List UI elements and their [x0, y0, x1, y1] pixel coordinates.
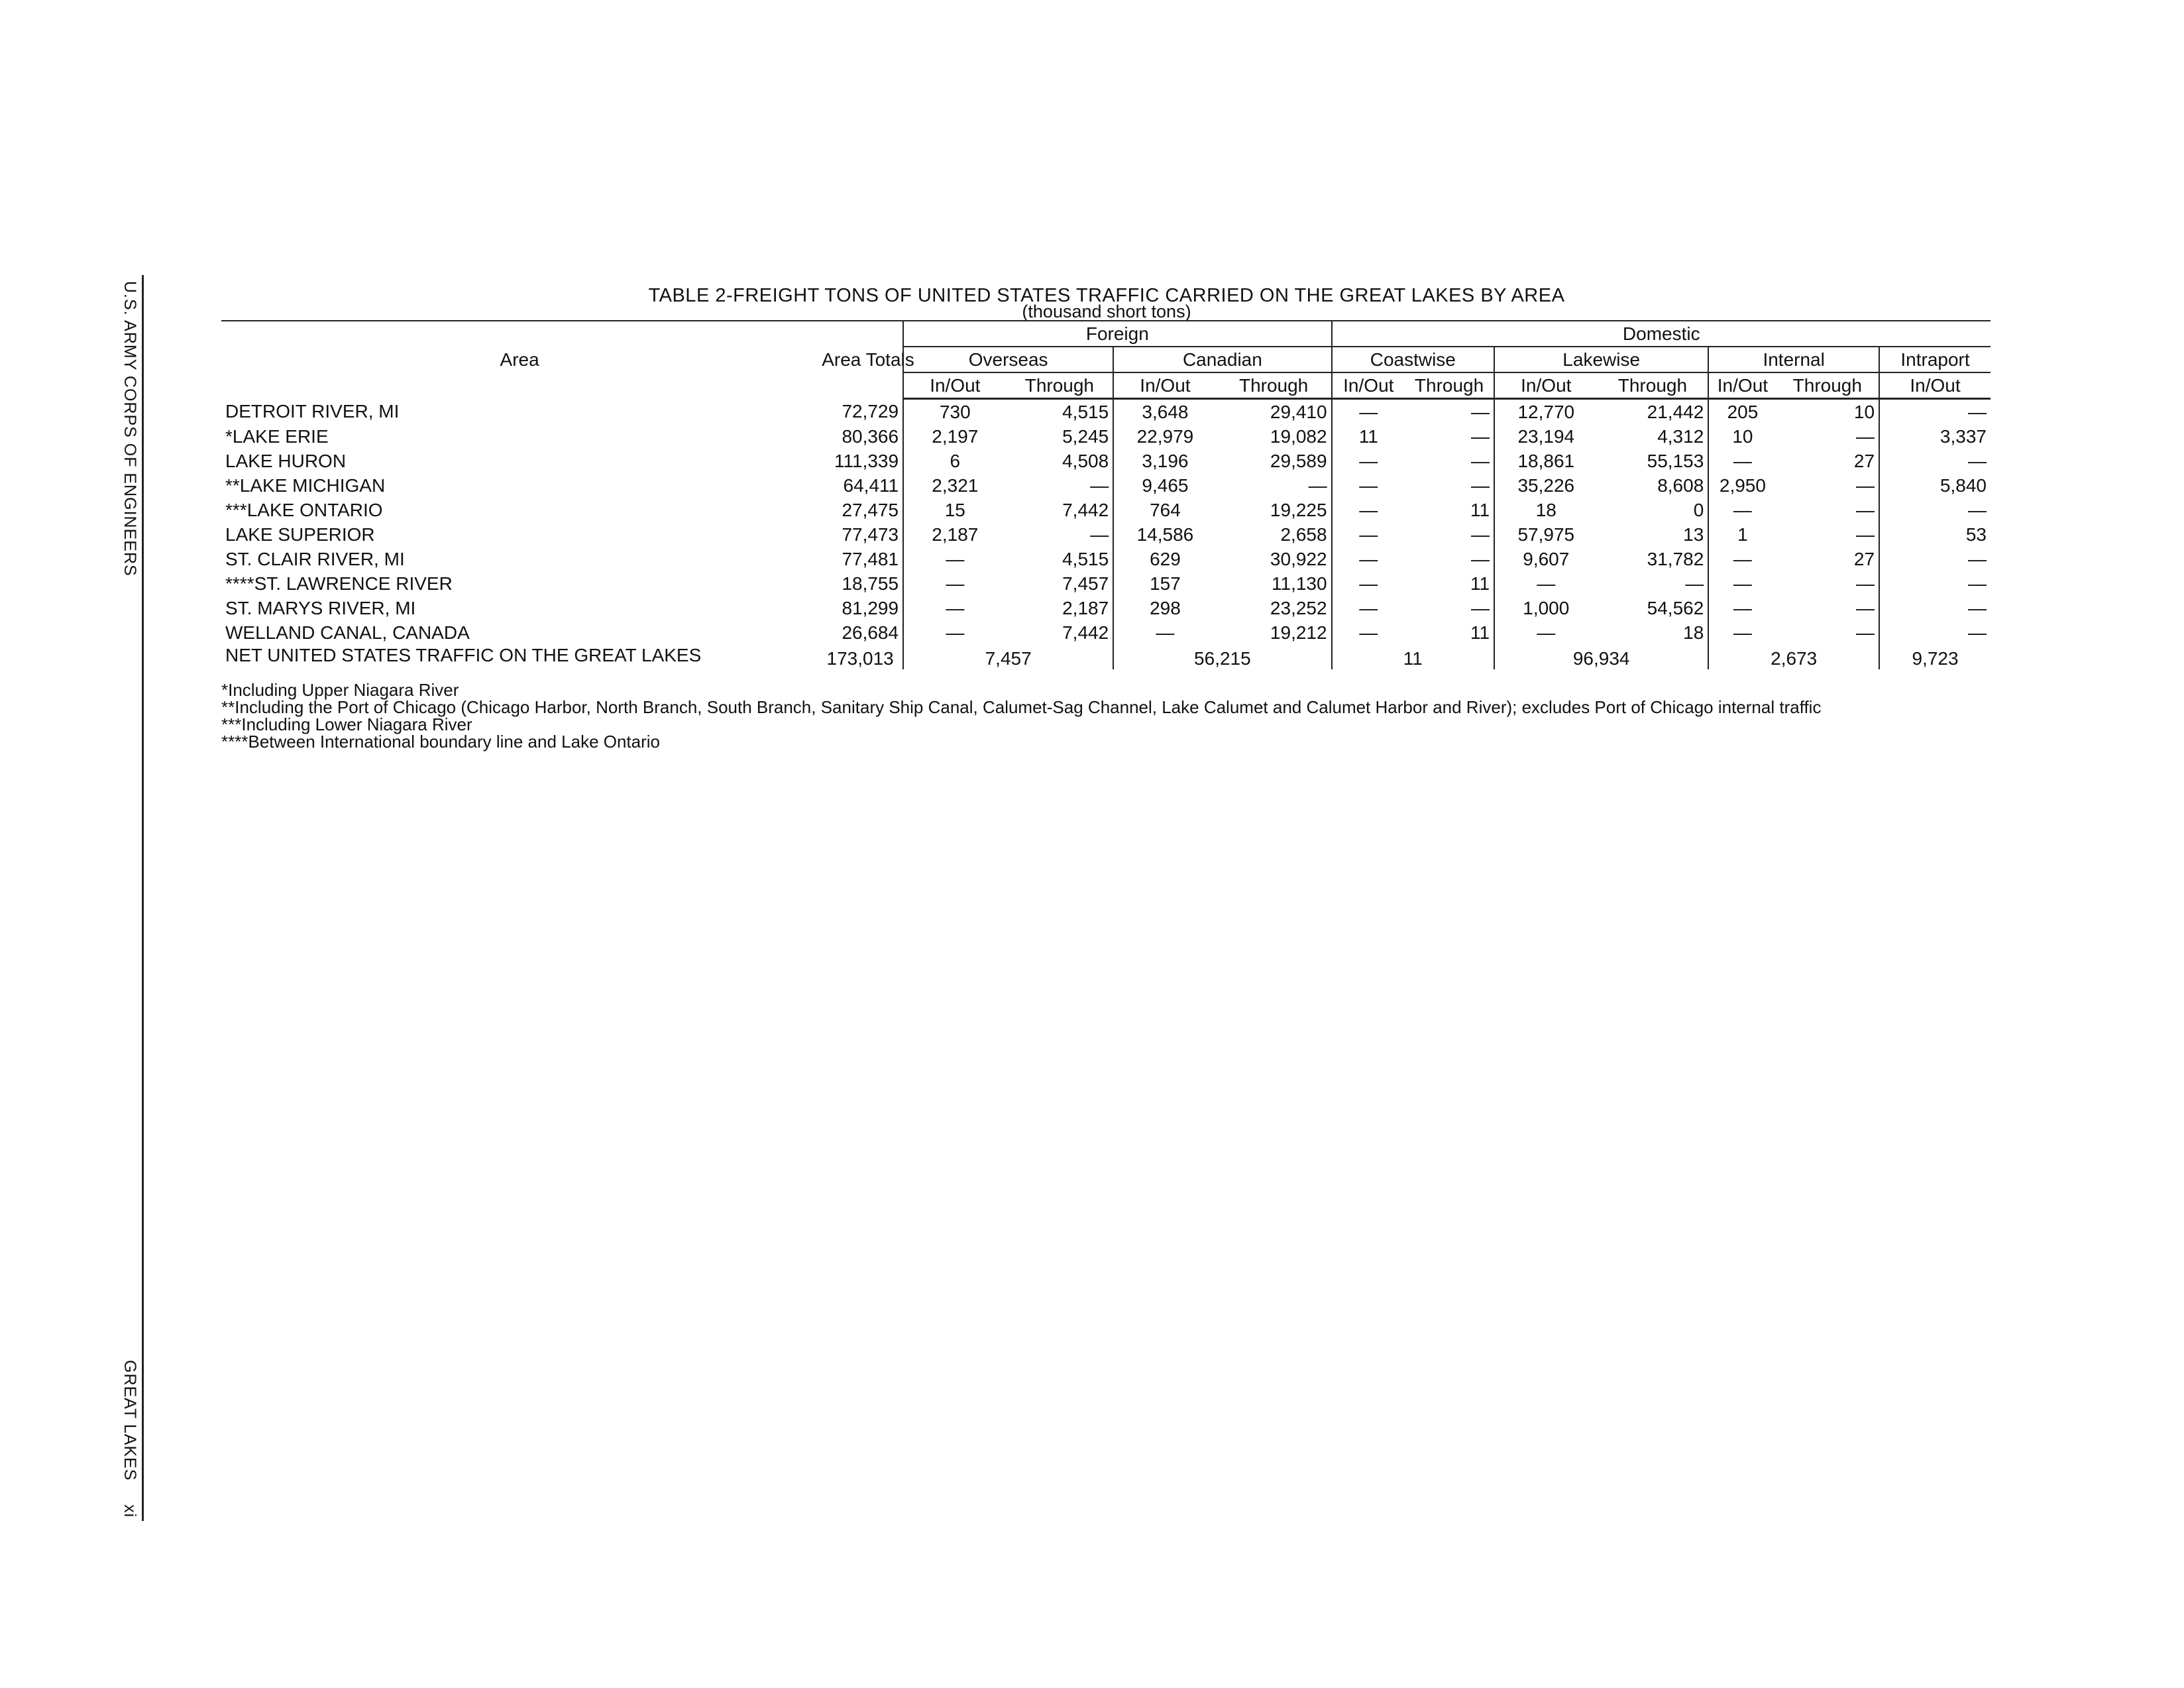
- lakewise-inout-header: In/Out: [1494, 372, 1597, 399]
- net-total-label: NET UNITED STATES TRAFFIC ON THE GREAT LAKES: [225, 645, 702, 665]
- os-th-cell: 4,515: [1062, 548, 1109, 569]
- lw-th-cell: 13: [1683, 524, 1704, 545]
- cw-th-cell: —: [1471, 475, 1490, 496]
- ca-io-cell: 764: [1113, 498, 1216, 522]
- lw-io-cell: —: [1494, 620, 1597, 645]
- in-th-cell: 10: [1853, 401, 1875, 422]
- ca-io-cell: 14,586: [1113, 522, 1216, 547]
- in-io-cell: 2,950: [1708, 473, 1776, 498]
- sidebar-publisher: U.S. ARMY CORPS OF ENGINEERS: [121, 281, 139, 577]
- in-io-cell: —: [1708, 571, 1776, 596]
- table-row: [221, 498, 1991, 522]
- lw-th-cell: 0: [1693, 499, 1704, 520]
- cw-io-cell: —: [1332, 449, 1405, 473]
- lw-th-cell: —: [1685, 573, 1704, 594]
- area-header: Area: [221, 321, 818, 399]
- in-th-cell: —: [1856, 499, 1875, 520]
- total-cell: 18,755: [842, 573, 899, 594]
- net-canadian: 56,215: [1113, 645, 1331, 669]
- ip-io-cell: —: [1879, 571, 1991, 596]
- area-name-cell: ***LAKE ONTARIO: [225, 499, 383, 520]
- coastwise-header: Coastwise: [1332, 347, 1494, 372]
- overseas-through-header: Through: [1007, 372, 1114, 399]
- ip-io-cell: —: [1879, 399, 1991, 425]
- ca-th-cell: 11,130: [1272, 573, 1327, 594]
- in-th-cell: —: [1856, 425, 1875, 447]
- ca-io-cell: —: [1113, 620, 1216, 645]
- lw-io-cell: 18: [1494, 498, 1597, 522]
- in-th-cell: —: [1856, 475, 1875, 496]
- coastwise-through-header: Through: [1405, 372, 1494, 399]
- lw-th-cell: 4,312: [1657, 425, 1704, 447]
- foreign-header: Foreign: [903, 321, 1331, 347]
- area-name-cell: LAKE SUPERIOR: [225, 524, 375, 545]
- lw-io-cell: 57,975: [1494, 522, 1597, 547]
- total-cell: 64,411: [843, 475, 899, 496]
- ca-io-cell: 3,648: [1113, 399, 1216, 425]
- cw-th-cell: —: [1471, 524, 1490, 545]
- os-th-cell: 5,245: [1062, 425, 1109, 447]
- area-name-cell: *LAKE ERIE: [225, 425, 329, 447]
- net-overseas: 7,457: [903, 645, 1113, 669]
- cw-io-cell: —: [1332, 399, 1405, 425]
- cw-io-cell: —: [1332, 596, 1405, 620]
- freight-table: [221, 320, 1991, 669]
- cw-io-cell: —: [1332, 571, 1405, 596]
- cw-io-cell: 11: [1332, 424, 1405, 449]
- table-title: TABLE 2-FREIGHT TONS OF UNITED STATES TRAFFIC CARRIED ON THE GREAT LAKES BY AREA: [648, 285, 1565, 306]
- lw-io-cell: 9,607: [1494, 547, 1597, 571]
- total-cell: 72,729: [842, 400, 899, 422]
- ca-io-cell: 629: [1113, 547, 1216, 571]
- lakewise-header: Lakewise: [1494, 347, 1708, 372]
- ca-io-cell: 22,979: [1113, 424, 1216, 449]
- os-io-cell: —: [903, 596, 1006, 620]
- net-intraport: 9,723: [1879, 645, 1991, 669]
- net-total-row: [221, 645, 1991, 669]
- lakewise-through-header: Through: [1598, 372, 1709, 399]
- ip-io-cell: —: [1879, 620, 1991, 645]
- intraport-header: Intraport: [1879, 347, 1991, 372]
- ca-th-cell: 19,212: [1270, 622, 1327, 643]
- overseas-inout-header: In/Out: [903, 372, 1006, 399]
- os-th-cell: 7,442: [1062, 622, 1109, 643]
- lw-io-cell: 1,000: [1494, 596, 1597, 620]
- ca-io-cell: 157: [1113, 571, 1216, 596]
- total-cell: 77,481: [842, 548, 899, 569]
- cw-th-cell: —: [1471, 548, 1490, 569]
- ip-io-cell: —: [1879, 596, 1991, 620]
- area-name-cell: WELLAND CANAL, CANADA: [225, 622, 470, 643]
- lw-io-cell: —: [1494, 571, 1597, 596]
- in-th-cell: 27: [1853, 450, 1875, 471]
- internal-through-header: Through: [1776, 372, 1879, 399]
- table-row: [221, 571, 1991, 596]
- os-th-cell: 4,508: [1062, 450, 1109, 471]
- ip-io-cell: —: [1879, 547, 1991, 571]
- ca-th-cell: 2,658: [1280, 524, 1327, 545]
- total-cell: 26,684: [842, 622, 899, 643]
- in-th-cell: —: [1856, 524, 1875, 545]
- table-row: [221, 596, 1991, 620]
- ca-th-cell: 30,922: [1270, 548, 1327, 569]
- in-io-cell: —: [1708, 596, 1776, 620]
- in-io-cell: 205: [1708, 399, 1776, 425]
- ca-io-cell: 3,196: [1113, 449, 1216, 473]
- ip-io-cell: 3,337: [1879, 424, 1991, 449]
- ip-io-cell: —: [1879, 498, 1991, 522]
- footnotes: [221, 681, 1821, 750]
- area-name-cell: DETROIT RIVER, MI: [225, 400, 400, 422]
- in-io-cell: 10: [1708, 424, 1776, 449]
- footnote: *Including Upper Niagara River: [221, 680, 459, 700]
- cw-th-cell: 11: [1470, 499, 1490, 520]
- total-cell: 80,366: [842, 425, 899, 447]
- area-name-cell: ST. MARYS RIVER, MI: [225, 597, 416, 618]
- in-th-cell: —: [1856, 597, 1875, 618]
- ip-io-cell: 53: [1879, 522, 1991, 547]
- canadian-header: Canadian: [1113, 347, 1331, 372]
- lw-th-cell: 21,442: [1647, 401, 1704, 422]
- area-totals-header: Area Totals: [818, 321, 903, 399]
- os-io-cell: —: [903, 620, 1006, 645]
- os-th-cell: 7,457: [1062, 573, 1109, 594]
- in-io-cell: —: [1708, 620, 1776, 645]
- sidebar-rule: [142, 275, 144, 1521]
- canadian-through-header: Through: [1217, 372, 1332, 399]
- cw-th-cell: —: [1471, 425, 1490, 447]
- os-io-cell: 2,187: [903, 522, 1006, 547]
- os-io-cell: 15: [903, 498, 1006, 522]
- table-body: [221, 399, 1991, 670]
- net-total-value: 173,013: [826, 648, 894, 669]
- canadian-inout-header: In/Out: [1113, 372, 1216, 399]
- ca-th-cell: 29,589: [1270, 450, 1327, 471]
- area-name-cell: ST. CLAIR RIVER, MI: [225, 548, 405, 569]
- ca-io-cell: 9,465: [1113, 473, 1216, 498]
- lw-th-cell: 8,608: [1657, 475, 1704, 496]
- in-io-cell: —: [1708, 498, 1776, 522]
- in-io-cell: —: [1708, 547, 1776, 571]
- os-th-cell: —: [1090, 475, 1109, 496]
- cw-io-cell: —: [1332, 473, 1405, 498]
- internal-inout-header: In/Out: [1708, 372, 1776, 399]
- cw-th-cell: —: [1471, 401, 1490, 422]
- overseas-header: Overseas: [903, 347, 1113, 372]
- ca-th-cell: 19,082: [1270, 425, 1327, 447]
- in-th-cell: —: [1856, 573, 1875, 594]
- lw-io-cell: 23,194: [1494, 424, 1597, 449]
- table-row: [221, 473, 1991, 498]
- os-io-cell: —: [903, 547, 1006, 571]
- ip-io-cell: 5,840: [1879, 473, 1991, 498]
- cw-th-cell: —: [1471, 597, 1490, 618]
- ca-th-cell: 23,252: [1270, 597, 1327, 618]
- header-row-groups: [221, 321, 1991, 347]
- table-row: [221, 424, 1991, 449]
- os-th-cell: 7,442: [1062, 499, 1109, 520]
- cw-th-cell: 11: [1470, 573, 1490, 594]
- os-th-cell: 4,515: [1062, 401, 1109, 422]
- cw-th-cell: 11: [1470, 622, 1490, 643]
- footnote: ***Including Lower Niagara River: [221, 714, 472, 734]
- os-io-cell: 730: [903, 399, 1006, 425]
- area-name-cell: LAKE HURON: [225, 450, 347, 471]
- lw-th-cell: 31,782: [1647, 548, 1704, 569]
- in-io-cell: —: [1708, 449, 1776, 473]
- lw-io-cell: 18,861: [1494, 449, 1597, 473]
- table-row: [221, 449, 1991, 473]
- os-th-cell: —: [1090, 524, 1109, 545]
- area-name-cell: **LAKE MICHIGAN: [225, 475, 386, 496]
- total-cell: 77,473: [842, 524, 899, 545]
- intraport-inout-header: In/Out: [1879, 372, 1991, 399]
- lw-th-cell: 18: [1683, 622, 1704, 643]
- table-row: [221, 399, 1991, 425]
- lw-io-cell: 12,770: [1494, 399, 1597, 425]
- lw-th-cell: 55,153: [1647, 450, 1704, 471]
- domestic-header: Domestic: [1332, 321, 1991, 347]
- table-row: [221, 522, 1991, 547]
- cw-io-cell: —: [1332, 522, 1405, 547]
- cw-io-cell: —: [1332, 498, 1405, 522]
- ca-io-cell: 298: [1113, 596, 1216, 620]
- total-cell: 27,475: [842, 499, 899, 520]
- in-io-cell: 1: [1708, 522, 1776, 547]
- in-th-cell: —: [1856, 622, 1875, 643]
- net-coastwise: 11: [1332, 645, 1494, 669]
- ca-th-cell: —: [1308, 475, 1327, 496]
- os-io-cell: —: [903, 571, 1006, 596]
- cw-io-cell: —: [1332, 620, 1405, 645]
- os-io-cell: 6: [903, 449, 1006, 473]
- ca-th-cell: 19,225: [1270, 499, 1327, 520]
- in-th-cell: 27: [1853, 548, 1875, 569]
- cw-th-cell: —: [1471, 450, 1490, 471]
- table-row: [221, 620, 1991, 645]
- internal-header: Internal: [1708, 347, 1879, 372]
- area-name-cell: ****ST. LAWRENCE RIVER: [225, 573, 453, 594]
- lw-io-cell: 35,226: [1494, 473, 1597, 498]
- footnote: ****Between International boundary line and Lake Ontario: [221, 732, 661, 752]
- os-th-cell: 2,187: [1062, 597, 1109, 618]
- lw-th-cell: 54,562: [1647, 597, 1704, 618]
- total-cell: 111,339: [834, 450, 899, 471]
- cw-io-cell: —: [1332, 547, 1405, 571]
- ca-th-cell: 29,410: [1270, 401, 1327, 422]
- ip-io-cell: —: [1879, 449, 1991, 473]
- net-lakewise: 96,934: [1494, 645, 1708, 669]
- os-io-cell: 2,321: [903, 473, 1006, 498]
- page-number: xi: [121, 1504, 139, 1518]
- os-io-cell: 2,197: [903, 424, 1006, 449]
- footnote: **Including the Port of Chicago (Chicago Harbor, North Branch, South Branch, Sanitary Ship Canal, Calumet-Sag Channel, Lake Calumet and Calumet Harbor and River); excludes Port of Chicago internal traffic: [221, 697, 1822, 717]
- sidebar-section: GREAT LAKES: [121, 1360, 139, 1481]
- net-internal: 2,673: [1708, 645, 1879, 669]
- table-row: [221, 547, 1991, 571]
- coastwise-inout-header: In/Out: [1332, 372, 1405, 399]
- table-title-block: [225, 285, 1988, 322]
- table-subtitle: (thousand short tons): [1022, 302, 1191, 321]
- total-cell: 81,299: [842, 597, 899, 618]
